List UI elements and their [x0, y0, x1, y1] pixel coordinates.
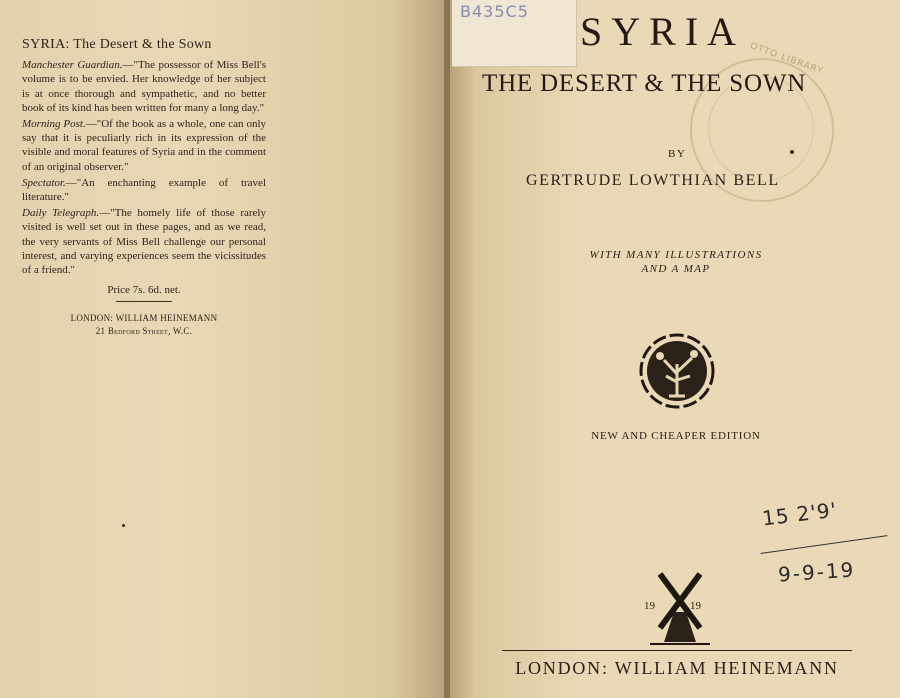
- book-subtitle: THE DESERT & THE SOWN: [482, 70, 807, 97]
- ad-imprint-address: 21 Bedford Street, W.C.: [95, 326, 193, 337]
- paper-speck: [790, 150, 794, 154]
- review-source: Spectator.: [22, 176, 66, 189]
- handwritten-accession-number: 15 2'9': [760, 497, 839, 531]
- year-left: 19: [644, 600, 655, 612]
- ad-imprint: [22, 312, 266, 338]
- library-label: [452, 0, 577, 67]
- review-item: [22, 58, 266, 115]
- review-text: —"The homely life of those rarely visited is well set out in these pages, and as we read, the very servants of Miss Bell challenge our personal interest, and varying experiences seem the vicissitudes of a friend.": [22, 207, 266, 277]
- left-page: [0, 0, 444, 698]
- imprint-rule: [502, 650, 852, 651]
- author-name: GERTRUDE LOWTHIAN BELL: [526, 172, 780, 189]
- price: Price 7s. 6d. net.: [107, 284, 181, 297]
- illustrations-line-1: WITH MANY ILLUSTRATIONS: [589, 249, 763, 261]
- review-advertisement: [22, 38, 266, 338]
- year-right: 19: [690, 600, 701, 612]
- paper-speck: [122, 524, 125, 527]
- handwritten-date: 9-9-19: [777, 557, 857, 587]
- divider: [116, 301, 172, 302]
- library-stamp-text: OTTO LIBRARY: [748, 41, 825, 77]
- review-source: Daily Telegraph.: [22, 207, 100, 220]
- illustrations-line-2: AND A MAP: [641, 263, 711, 275]
- review-text: —"The possessor of Miss Bell's volume is to be envied. Her knowledge of her subject is at once thorough and sympathetic, and no better book of its kind has been written for many a long day.": [22, 59, 266, 114]
- review-text: —"An enchanting example of travel literature.": [22, 176, 266, 204]
- ad-imprint-publisher: LONDON: WILLIAM HEINEMANN: [70, 313, 218, 324]
- by-line: BY: [668, 148, 687, 160]
- review-source: Manchester Guardian.: [22, 59, 123, 72]
- edition-note: NEW AND CHEAPER EDITION: [591, 430, 761, 442]
- review-item: [22, 176, 266, 204]
- ad-header: SYRIA: The Desert & the Sown: [22, 37, 212, 52]
- publisher-imprint: LONDON: WILLIAM HEINEMANN: [515, 658, 839, 678]
- review-text: —"Of the book as a whole, one can only say that it is peculiarly rich in its expression of the visible and moral features of Syria and in the comment of an original observer.": [22, 118, 266, 173]
- book-title: SYRIA: [580, 9, 746, 54]
- review-item: [22, 206, 266, 277]
- library-label-code: B435C5: [460, 2, 529, 21]
- publisher-tree-device-icon: [636, 330, 718, 412]
- illustrations-note: [566, 248, 786, 276]
- review-item: [22, 117, 266, 174]
- review-source: Morning Post.: [22, 118, 86, 131]
